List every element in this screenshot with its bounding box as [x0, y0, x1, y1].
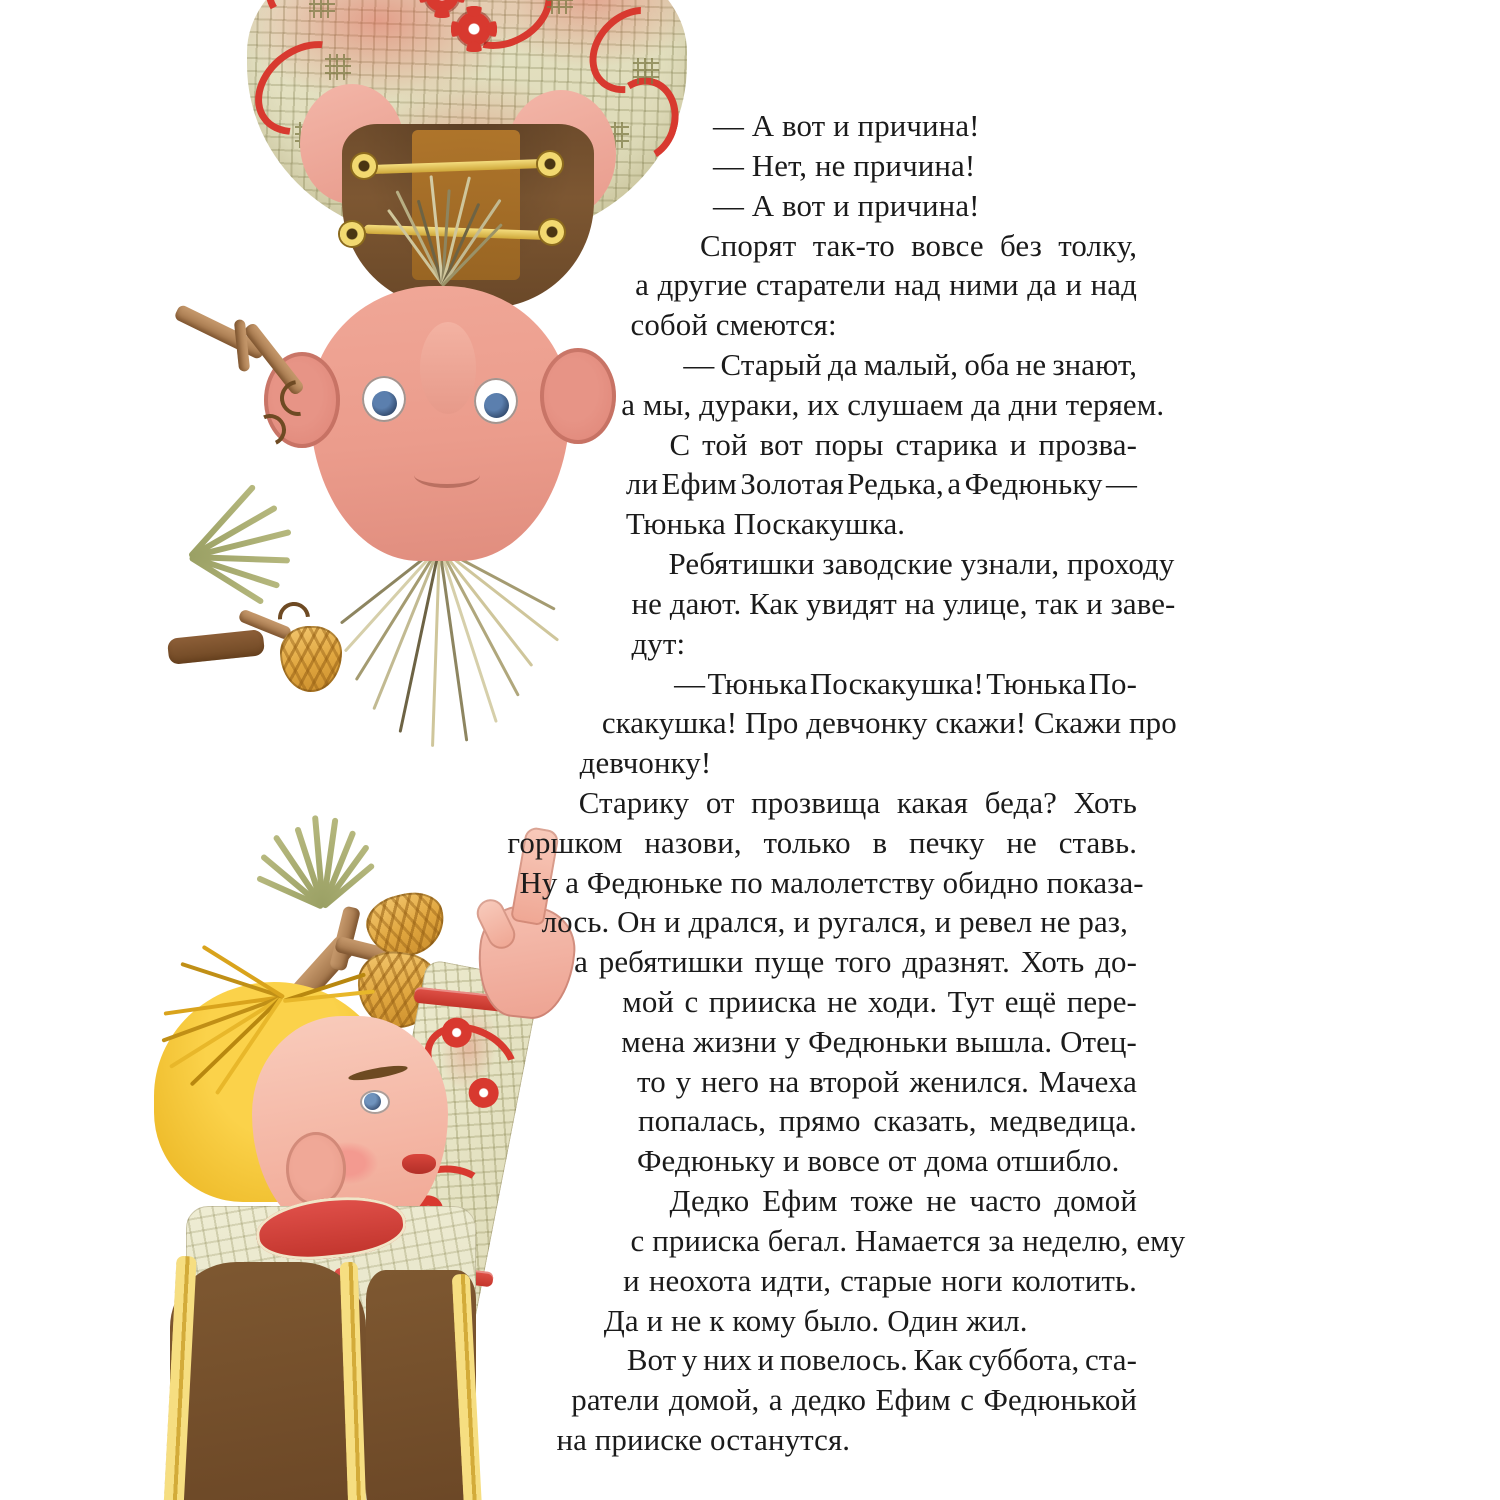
text-word: Ефим [762, 1183, 838, 1219]
text-word: беда? [984, 784, 1057, 820]
text-word: той [702, 426, 748, 462]
text-line [635, 267, 1137, 303]
text-word: у [784, 1023, 801, 1059]
text-word: ратели [571, 1382, 660, 1418]
text-word: Редька, [847, 466, 944, 502]
text-word: малый, [863, 347, 959, 382]
text-word: прозвища [751, 784, 881, 820]
text-word: Старику [578, 784, 690, 820]
text-word: второй [809, 1063, 900, 1099]
text-line [623, 1262, 1137, 1298]
text-word: Отец- [1060, 1023, 1137, 1059]
text-word: него [700, 1063, 760, 1099]
text-word: пере- [1066, 984, 1137, 1020]
text-line: — Нет, не причина! [712, 147, 976, 183]
text-word: Хоть [1020, 944, 1085, 980]
text-line [700, 227, 1138, 263]
text-word: ребятишки [598, 944, 744, 980]
text-line [622, 984, 1137, 1020]
text-word: с [684, 984, 699, 1020]
text-word: Спорят [700, 227, 797, 263]
text-word: Мачеха [1038, 1063, 1137, 1099]
text-word: женился. [909, 1063, 1029, 1099]
text-line: скакушка! Про девчонку скажи! Скажи про [601, 705, 1177, 741]
text-word: ходи. [867, 984, 938, 1020]
text-line [578, 784, 1137, 820]
text-word: колотить. [1011, 1262, 1137, 1298]
text-line: Ребятишки заводские узнали, проходу [668, 546, 1175, 582]
text-word: пуще [754, 944, 825, 980]
text-line [637, 1063, 1137, 1099]
text-word: вот [759, 426, 803, 462]
text-line: — А вот и причина! [712, 108, 980, 144]
text-line [574, 944, 1137, 980]
text-word: того [835, 944, 892, 980]
text-word: ли [625, 466, 659, 502]
text-line [571, 1382, 1138, 1418]
text-word: неохота [648, 1262, 752, 1298]
text-word: Ефим [875, 1382, 951, 1418]
text-word: без [999, 227, 1042, 263]
text-word: Вот [626, 1342, 677, 1378]
text-line [625, 466, 1138, 502]
text-line [637, 1103, 1138, 1139]
text-word: прозва- [1038, 426, 1137, 462]
text-word: Поскакушка! [809, 665, 984, 701]
text-word: другие [657, 267, 748, 303]
text-word: над [1090, 267, 1137, 303]
text-word: вышла. [955, 1023, 1053, 1059]
text-word: Золотая [740, 466, 844, 502]
text-word: — [683, 347, 715, 382]
text-word: сказать, [873, 1103, 977, 1139]
text-word: вовсе [911, 227, 984, 263]
text-word: старые [840, 1262, 932, 1298]
text-word: прииска [708, 984, 817, 1020]
text-word: над [894, 267, 941, 303]
text-word: до- [1095, 944, 1137, 980]
text-word: Федюньки [808, 1023, 948, 1059]
text-line: — А вот и причина! [712, 187, 980, 223]
text-word: и [1065, 267, 1083, 303]
text-word: домой [1054, 1183, 1137, 1219]
text-word: идти, [760, 1262, 832, 1298]
text-line: Тюнька Поскакушка. [625, 506, 906, 542]
text-line: Федюньку и вовсе от дома отшибло. [637, 1143, 1120, 1179]
text-word: и [623, 1262, 640, 1298]
text-line [507, 824, 1138, 860]
text-line: не дают. Как увидят на улице, так и заве- [631, 585, 1176, 621]
text-line [674, 665, 1137, 701]
text-word: тоже [850, 1183, 914, 1219]
text-word: а [947, 466, 962, 502]
text-line [626, 1342, 1137, 1378]
text-word: то [637, 1063, 666, 1099]
text-line: а мы, дураки, их слушаем да дни теряем. [621, 386, 1165, 422]
text-word: толку, [1058, 227, 1138, 263]
text-word: домой, [668, 1382, 760, 1418]
text-line [669, 1183, 1137, 1219]
text-line: на прииске останутся. [556, 1422, 851, 1457]
text-word: С [669, 426, 691, 462]
text-line: Ну а Федюньке по малолетству обидно показа- [519, 864, 1144, 900]
text-word: так-то [812, 227, 895, 263]
text-word: не [1006, 824, 1037, 860]
text-word: часто [969, 1183, 1042, 1219]
text-word: и [1009, 426, 1027, 462]
text-word: от [705, 784, 735, 820]
text-word: да [1027, 267, 1057, 303]
text-word: ними [949, 267, 1019, 303]
text-word: у [675, 1063, 692, 1099]
text-word: Как [913, 1342, 963, 1378]
text-line [669, 426, 1137, 462]
text-word: дедко [791, 1382, 867, 1418]
text-word: и [757, 1342, 775, 1378]
text-word: не [826, 984, 858, 1020]
text-word: Старый [720, 347, 822, 382]
text-word: только [763, 824, 851, 860]
text-word: назови, [644, 824, 742, 860]
text-word: да [827, 347, 858, 382]
text-word: знают, [1052, 347, 1138, 382]
text-word: ста- [1084, 1342, 1137, 1378]
text-word: Федюнькой [983, 1382, 1138, 1418]
text-word: а [768, 1382, 783, 1418]
text-word: попалась, [637, 1103, 767, 1139]
text-word: в [872, 824, 888, 860]
text-word: Тюнька [986, 665, 1087, 701]
text-word: них [703, 1342, 752, 1378]
text-line: с прииска бегал. Намается за неделю, ему [630, 1222, 1186, 1258]
text-line: собой смеются: [630, 307, 837, 343]
text-word: суббота, [968, 1342, 1080, 1378]
text-word: мена [621, 1023, 686, 1059]
text-word: на [768, 1063, 800, 1099]
text-word: Ефим [661, 466, 737, 502]
text-word: мой [622, 984, 675, 1020]
text-word: дразнят. [902, 944, 1010, 980]
text-word: поры [814, 426, 884, 462]
text-word: Федюньку [964, 466, 1103, 502]
text-word: горшком [507, 824, 623, 860]
text-word: печку [909, 824, 985, 860]
text-word: не [926, 1183, 957, 1219]
text-word: прямо [778, 1103, 861, 1139]
text-word: оба [964, 347, 1010, 382]
text-word: старатели [755, 267, 886, 303]
text-word: — [674, 665, 706, 701]
text-word: По- [1088, 665, 1137, 701]
text-word: с [960, 1382, 975, 1418]
text-word: Хоть [1073, 784, 1137, 820]
text-word: повелось. [779, 1342, 908, 1378]
text-line: лось. Он и дрался, и ругался, и ревел не раз, [541, 904, 1128, 940]
text-word: ещё [1004, 984, 1057, 1020]
text-word: ставь. [1058, 824, 1138, 860]
text-word: а [574, 944, 588, 980]
text-word: Тут [947, 984, 995, 1020]
text-word: старика [895, 426, 998, 462]
text-line: дут: [631, 625, 686, 661]
text-word: медведица. [989, 1103, 1138, 1139]
text-line: девчонку! [579, 745, 712, 781]
text-word: — [1106, 466, 1138, 502]
text-word: не [1015, 347, 1047, 382]
text-line [621, 1023, 1137, 1059]
text-word: а [635, 267, 649, 303]
text-word: жизни [693, 1023, 777, 1059]
text-word: у [681, 1342, 698, 1378]
text-word: какая [896, 784, 969, 820]
text-word: ноги [941, 1262, 1003, 1298]
text-line [683, 347, 1138, 382]
text-word: Тюнька [707, 665, 808, 701]
text-word: Дедко [669, 1183, 750, 1219]
text-line: Да и не к кому было. Один жил. [603, 1302, 1028, 1338]
